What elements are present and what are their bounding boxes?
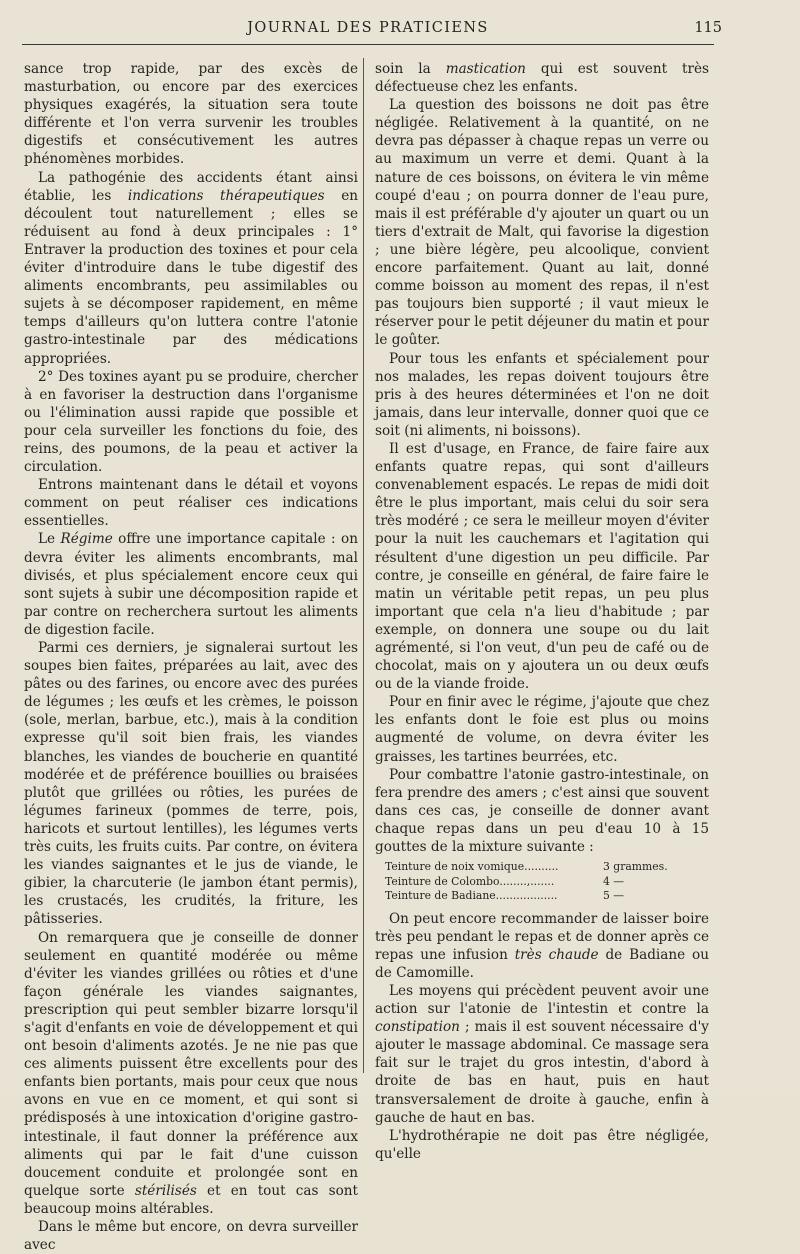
text-run: Le [38, 531, 61, 548]
paragraph [375, 982, 709, 1127]
left-column [24, 60, 358, 1254]
running-header [22, 14, 722, 42]
text-run: et en tout cas sont beaucoup moins altérables. [24, 1182, 358, 1217]
paragraph [375, 766, 709, 856]
text-run: On remarquera que je conseille de donner seulement en quantité modérée ou même d'éviter les viandes grillées ou rôties et d'une façon générale les viandes saignantes, prescription qui peut sembler bizarre lorsqu'il s'agit d'enfants en voie de développement et qui ont besoin d'aliments azotés. Je ne nie pas que ces aliments puissent être excellents pour des enfants bien portants, mais pour ceux que nous avons en vue en ce moment, et qui sont si prédisposés à une intoxication d'origine gastro-intestinale, il faut donner la préférence aux aliments qui par le fait d'une cuisson doucement conduite et prolongée sont en quelque sorte [24, 929, 358, 1199]
text-run: 2° Des toxines ayant pu se produire, chercher à en favoriser la destruction dans l'organisme ou l'élimination aussi rapide que possible et pour cela surveiller les fonctions du foie, des reins, des poumons, de la peau et activer la circulation. [24, 368, 358, 476]
text-run: Les moyens qui précèdent peuvent avoir une action sur l'atonie de l'intestin et contre la [375, 983, 709, 1018]
paragraph [375, 910, 709, 982]
italic-text: constipation [375, 1019, 460, 1036]
journal-title: JOURNAL DES PRATICIENS [247, 20, 489, 36]
text-run: sance trop rapide, par des excès de masturbation, ou encore par des exercices physiques exagérés, la situation sera toute différente et l'on verra survenir les troubles digestifs et consécutivement les autres phénomènes morbides. [24, 61, 358, 168]
paragraph [375, 693, 709, 765]
paragraph [375, 96, 709, 349]
paragraph [375, 440, 709, 693]
text-run: La question des boissons ne doit pas être négligée. Relativement à la quantité, on ne devra pas dépasser à chaque repas un verre ou au maximum un verre et demi. Quant à la nature de ces boissons, on évitera le vin même coupé d'eau ; on pourra donner de l'eau pure, mais il est préférable d'y ajouter un quart ou un tiers d'extrait de Malt, qui favorise la digestion ; une bière légère, peu alcoolique, convient encore parfaitement. Quant au lait, donné comme boisson au moment des repas, il n'est pas toujours bien supporté ; il vaut mieux le réserver pour le petit déjeuner du matin et pour le goûter. [375, 97, 709, 349]
text-run: Parmi ces derniers, je signalerai surtout les soupes bien faites, préparées au lait, avec des pâtes ou des farines, ou encore avec des purées de légumes ; les œufs et les crèmes, le poisson (sole, merlan, barbue, etc.), mais à la condition expresse qu'il soit bien frais, les viandes blanches, les viandes de boucherie en quantité modérée et de préférence bouillies ou braisées plutôt que grillées ou rôties, les purées de légumes farineux (pommes de terre, pois, haricots et surtout lentilles), les légumes verts très cuits, les fruits cuits. Par contre, on évitera les viandes saignantes et le jus de viande, le gibier, la charcuterie (le jambon étant permis), les crustacés, les crudités, la friture, les pâtisseries. [24, 640, 358, 928]
italic-text: stérilisés [134, 1182, 197, 1199]
paragraph [24, 1218, 358, 1254]
italic-text: Régime [60, 531, 113, 548]
text-run: qui est souvent très défectueuse chez les enfants. [375, 61, 709, 96]
paragraph [24, 530, 358, 639]
text-run: ; mais il est souvent nécessaire d'y ajouter le massage abdominal. Ce massage sera fait sur le trajet du gros intestin, d'abord à droite de bas en haut, puis en haut transversalement de droite à gauche, enfin à gauche de haut en bas. [375, 1019, 709, 1126]
header-rule [22, 44, 714, 45]
text-run: soin la [375, 61, 446, 77]
right-column-lower [375, 910, 709, 1163]
right-column-upper [375, 60, 709, 856]
italic-text: mastication [445, 61, 526, 77]
text-run: Pour en finir avec le régime, j'ajoute que chez les enfants dont le foie est plus ou moins augmenté de volume, on devra éviter les graisses, les tartines beurrées, etc. [375, 694, 709, 765]
ingredient-name: Teinture de Colombo........,....... [385, 874, 555, 888]
paragraph [24, 368, 358, 477]
paragraph [24, 929, 358, 1219]
text-run: On peut encore recommander de laisser boire très peu pendant le repas et de donner après ce repas une infusion [375, 910, 709, 963]
prescription-row [385, 889, 689, 904]
text-run: Entrons maintenant dans le détail et voyons comment on peut réaliser ces indications essentielles. [24, 477, 358, 530]
italic-text: indications thérapeutiques [127, 187, 325, 204]
ingredient-quantity: 4 — [603, 874, 625, 888]
paragraph [24, 60, 358, 169]
right-column [375, 60, 709, 1163]
paragraph [24, 639, 358, 929]
text-run: Pour combattre l'atonie gastro-intestinale, on fera prendre des amers ; c'est ainsi que souvent dans ces cas, je conseille de donner avant chaque repas dans un peu d'eau 10 à 15 gouttes de la mixture suivante : [375, 766, 709, 856]
paragraph [24, 169, 358, 368]
ingredient-quantity: 3 grammes. [603, 860, 668, 874]
paragraph [375, 350, 709, 440]
text-run: Dans le même but encore, on devra surveiller avec [24, 1219, 358, 1254]
ingredient-name: Teinture de noix vomique.......... [385, 860, 559, 874]
paragraph [375, 60, 709, 96]
prescription-row [385, 875, 689, 890]
ingredient-quantity: 5 — [603, 889, 625, 903]
paragraph [24, 476, 358, 530]
text-run: Il est d'usage, en France, de faire faire aux enfants quatre repas, qui sont d'ailleurs convenablement espacés. Le repas de midi doit être le plus important, mais celui du soir sera très modéré ; ce sera le meilleur moyen d'éviter pour la nuit les cauchemars et l'agitation qui résultent d'une digestion un peu difficile. Par contre, je conseille en général, de faire faire le matin un véritable petit repas, un peu plus important que cela n'a lieu d'habitude ; par exemple, on donnera une soupe ou du lait agrémenté, si l'on veut, d'un peu de café ou de chocolat, mais on y ajoutera un ou deux œufs ou de la viande froide. [375, 440, 709, 693]
page-number: 115 [694, 20, 722, 36]
italic-text: très chaude [514, 946, 599, 963]
prescription-row [385, 860, 689, 875]
column-divider [363, 58, 364, 1073]
text-run: L'hydrothérapie ne doit pas être négligée, qu'elle [375, 1127, 709, 1162]
ingredient-name: Teinture de Badiane.................. [385, 889, 558, 903]
text-run: offre une importance capitale : on devra éviter les aliments encombrants, mal divisés, et plus spécialement encore ceux qui sont sujets à subir une décomposition rapide et par contre on recherchera surtout les aliments de digestion facile. [24, 531, 358, 638]
prescription-table [385, 860, 689, 904]
text-run: de Badiane ou de Camomille. [375, 946, 709, 981]
text-run: La pathogénie des accidents étant ainsi établie, les [24, 169, 358, 204]
text-run: Pour tous les enfants et spécialement pour nos malades, les repas doivent toujours être pris à des heures déterminées et l'on ne doit jamais, dans leur intervalle, donner quoi que ce soit (ni aliments, ni boissons). [375, 350, 709, 439]
paragraph [375, 1127, 709, 1163]
text-run: en découlent tout naturellement ; elles se réduisent au fond à deux principales : 1° Entraver la production des toxines et pour cela éviter d'introduire dans le tube digestif des aliments encombrants, peu assimilables ou sujets à se décomposer rapidement, en même temps d'ailleurs qu'on luttera contre l'atonie gastro-intestinale par des médications appropriées. [24, 187, 359, 367]
